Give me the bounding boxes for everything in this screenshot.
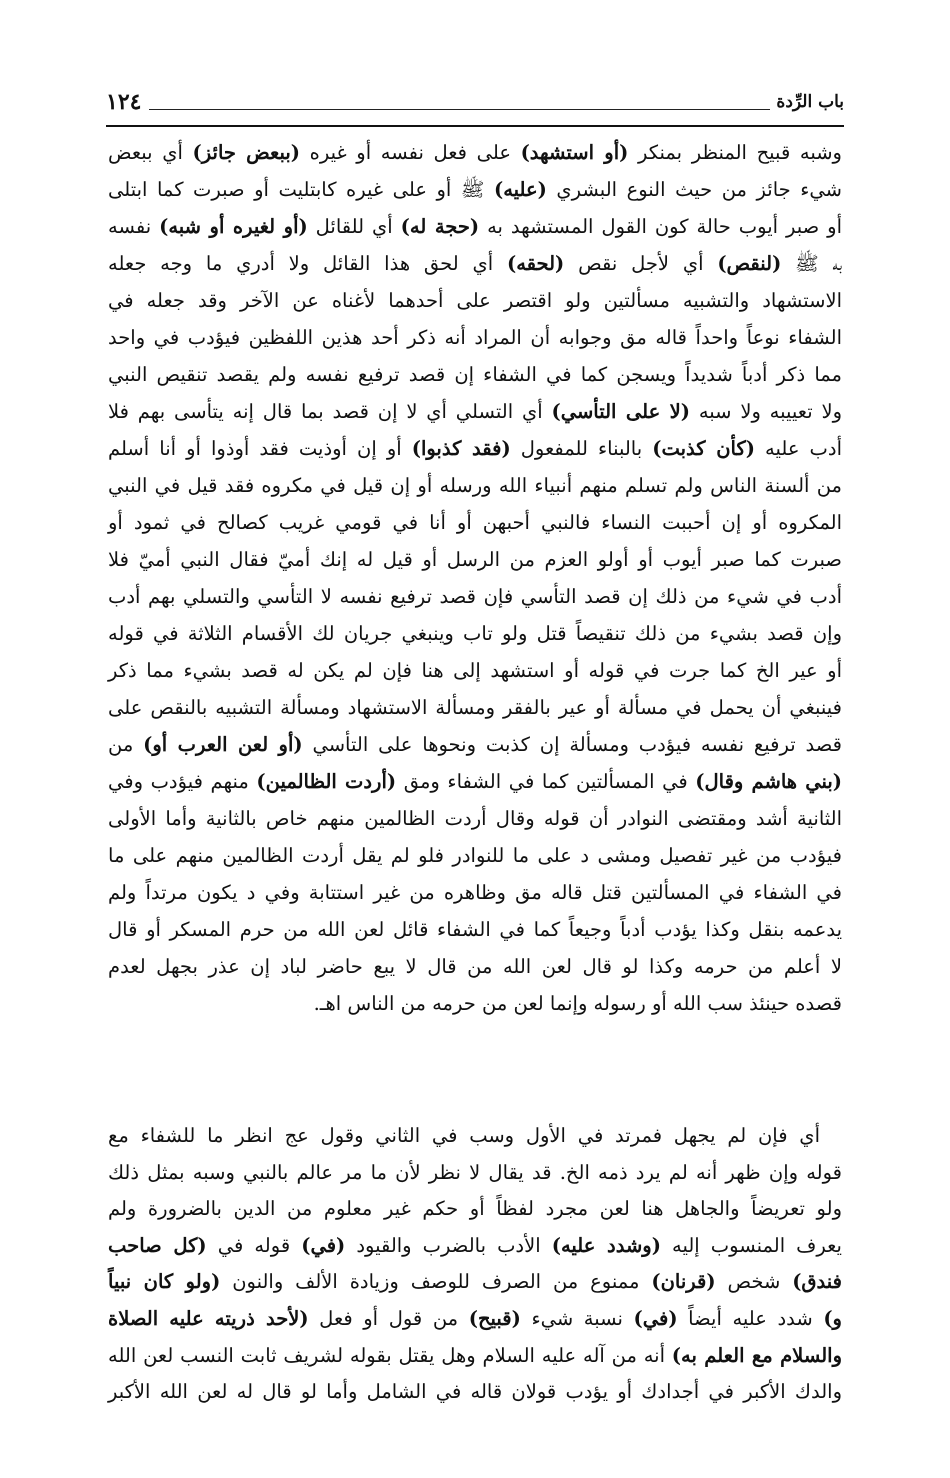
bold-matn-text: (قبيح) <box>468 1306 521 1330</box>
chapter-title: باب الرِّدة <box>776 92 844 112</box>
text-line <box>108 504 842 541</box>
commentary-text: قصده حينئذ سب الله أو رسوله وإنما لعن من حرمه من الناس اهـ. <box>313 992 842 1015</box>
text-line <box>108 134 842 171</box>
commentary-text: نسبة شيء <box>520 1306 634 1330</box>
bold-matn-text: (أو لعن العرب أو) <box>143 733 303 756</box>
commentary-text: قصد ترفيع نفسه فيؤدب ومسألة إن كذبت ونحوها على التأسي <box>302 733 842 756</box>
commentary-text: أي ببعض <box>108 141 193 164</box>
commentary-text: أي التسلي أي لا إن قصد بما قال إنه يتأسى بهم فلا <box>108 400 552 423</box>
text-line <box>108 393 842 430</box>
bold-matn-text: (أردت الظالمين) <box>256 770 397 793</box>
commentary-text: فيؤدب من غير تفصيل ومشى د على ما للنوادر فلو لم يقل أردت الظالمين منهم على ما <box>108 844 842 867</box>
paragraph-2 <box>108 1118 842 1411</box>
commentary-text: صبرت كما صبر أيوب أو أولو العزم من الرسل أو قيل له إنك أميّ فقال النبي أميّ فلا <box>108 548 842 571</box>
commentary-text: مما ذكر أدباً شديداً ويسجن كما في الشفاء إن قصد ترفيع نفسه ولم يقصد تنقيص النبي <box>108 363 842 386</box>
bold-matn-text: (في) <box>633 1306 678 1330</box>
commentary-text: أدب عليه <box>754 437 842 460</box>
text-line <box>108 689 842 726</box>
bold-matn-text: (عليه) <box>493 178 547 201</box>
bold-matn-text: (فقد كذبوا) <box>411 437 511 460</box>
bold-matn-text: (لحقه) <box>506 252 565 275</box>
commentary-text: أو عير الخ كما جرت في قوله أو استشهد إلى هنا فإن لم يكن له قصد بشيء مما ذكر <box>108 659 842 682</box>
commentary-text: والدك الأكبر في أجدادك أو يؤدب قولان قاله في الشامل وأما لو قال له لعن الله الأكبر <box>108 1380 842 1404</box>
bold-matn-text: (ببعض جائز) <box>192 141 300 164</box>
text-line <box>108 1228 842 1265</box>
commentary-text: بالبناء للمفعول <box>510 437 653 460</box>
text-line <box>108 985 842 1022</box>
commentary-text: قوله في <box>206 1233 302 1257</box>
commentary-text: الثانية أشد ومقتضى النوادر أن قوله وقال أردت الظالمين منهم خاص بالثانية وأما الأولى <box>108 807 842 830</box>
text-line <box>108 1118 842 1155</box>
commentary-text: وشبه قبيح المنظر بمنكر <box>628 141 842 164</box>
page-number: ١٢٤ <box>106 89 142 115</box>
text-line <box>108 541 842 578</box>
bold-matn-text: (بني هاشم وقال) <box>695 770 843 793</box>
text-line <box>108 837 842 874</box>
commentary-text: أو إن أوذيت فقد أوذوا أو أنا أسلم <box>108 437 412 460</box>
commentary-text: قوله وإن ظهر أنه لم يرد ذمه الخ. قد يقال لا نظر لأن ما مر عالم بالنبي وسبه بمثل ذلك <box>108 1160 842 1184</box>
text-line <box>108 467 842 504</box>
bold-matn-text: فندق) <box>792 1270 842 1294</box>
text-line <box>108 356 842 393</box>
commentary-text: شيء جائز من حيث النوع البشري <box>546 178 843 201</box>
bold-matn-text: (أو لغيره أو شبه) <box>159 215 308 238</box>
text-line <box>108 874 842 911</box>
bold-matn-text: (وشدد عليه) <box>551 1233 661 1257</box>
text-line <box>108 911 842 948</box>
paragraph-1 <box>108 134 842 1022</box>
text-line <box>108 615 842 652</box>
text-line <box>108 430 842 467</box>
commentary-text: شدد عليه أيضاً <box>677 1306 824 1330</box>
bold-matn-text: (في) <box>301 1233 346 1257</box>
commentary-text: به ﷺ <box>781 252 842 275</box>
bold-matn-text: (حجة له) <box>400 215 480 238</box>
commentary-text: في المسألتين كما في الشفاء ومق <box>396 770 696 793</box>
commentary-text: أو صبر أيوب حالة كون القول المستشهد به <box>479 215 842 238</box>
commentary-text: يعرف المنسوب إليه <box>660 1233 842 1257</box>
commentary-text: ﷺ أو على غيره كابتليت أو صبرت كما ابتلى <box>108 178 494 201</box>
commentary-text: وإن قصد بشيء من ذلك تنقيصاً قتل ولو تاب وينبغي جريان لك الأقسام الثلاثة في قوله <box>108 622 842 645</box>
header-rule <box>106 125 844 127</box>
commentary-text: ممنوع من الصرف للوصف وزيادة الألف والنون <box>220 1270 652 1294</box>
text-line <box>108 1338 842 1375</box>
commentary-text: أنه من آله عليه السلام وهل يقتل بقوله لشريف ثابت النسب لعن الله <box>108 1343 672 1367</box>
text-line <box>108 282 842 319</box>
text-line <box>108 1155 842 1192</box>
commentary-text: المكروه أو إن أحببت النساء فالنبي أحبهن أو أنا في قومي غريب كصالح في ثمود أو <box>108 511 842 534</box>
text-line <box>108 800 842 837</box>
commentary-text: الأدب بالضرب والقيود <box>345 1233 552 1257</box>
commentary-text: من <box>108 733 144 756</box>
bold-matn-text: (لأحد ذريته عليه الصلاة <box>108 1306 309 1330</box>
text-line <box>108 652 842 689</box>
text-line <box>108 578 842 615</box>
bold-matn-text: (ولو كان نبياً <box>108 1270 221 1294</box>
commentary-text: من ألسنة الناس ولم تسلم منهم أنبياء الله ورسله أو إن قيل في مكروه فقد قيل في النبي <box>108 474 842 497</box>
bold-matn-text: (لا على التأسي) <box>551 400 690 423</box>
text-line <box>108 1374 842 1411</box>
commentary-text: لا أعلم من حرمه وكذا لو قال لعن الله من قال لا يبع حاضر لباد إن عذر بجهل لعدم <box>108 955 842 978</box>
bold-matn-text: والسلام مع العلم به) <box>671 1343 842 1367</box>
commentary-text: شخص <box>715 1270 793 1294</box>
commentary-text: نفسه <box>108 215 160 238</box>
header-line <box>149 109 770 110</box>
bold-matn-text: (كأن كذبت) <box>652 437 755 460</box>
commentary-text: أدب في شيء من ذلك إن قصد التأسي فإن قصد ترفيع نفسه لا التأسي والتسلي بهم أدب <box>108 585 842 608</box>
bold-matn-text: (لنقص) <box>717 252 782 275</box>
text-line <box>108 948 842 985</box>
bold-matn-text: و) <box>823 1306 842 1330</box>
text-line <box>108 1264 842 1301</box>
text-line <box>108 1301 842 1338</box>
text-line <box>108 208 842 245</box>
commentary-text: أي لأجل نقص <box>564 252 718 275</box>
commentary-text: أي للقائل <box>307 215 401 238</box>
commentary-text: على فعل نفسه أو غيره <box>299 141 521 164</box>
text-line <box>108 319 842 356</box>
bold-matn-text: (قرنان) <box>651 1270 716 1294</box>
running-header <box>106 88 844 116</box>
commentary-text: ولا تعييبه ولا سبه <box>690 400 842 423</box>
text-line <box>108 763 842 800</box>
text-line <box>108 245 842 282</box>
commentary-text: فينبغي أن يحمل في مسألة أو عير بالفقر ومسألة الاستشهاد ومسألة التشبيه بالنقص على <box>108 696 842 719</box>
commentary-text: في الشفاء في المسألتين قتل قاله مق وظاهره من غير استتابة وفي د يكون مرتداً ولم <box>108 881 842 904</box>
text-line <box>108 726 842 763</box>
commentary-text: يدعمه بنقل وكذا يؤدب أدباً وجيعاً كما في الشفاء قائل لعن الله من حرم المسكر أو قال <box>108 918 842 941</box>
bold-matn-text: (أو استشهد) <box>520 141 629 164</box>
text-line <box>108 1191 842 1228</box>
commentary-text: أي فإن لم يجهل فمرتد في الأول وسب في الثاني وقول عج انظر ما للشفاء مع <box>108 1124 820 1147</box>
bold-matn-text: (كل صاحب <box>108 1233 207 1257</box>
text-line <box>108 171 842 208</box>
commentary-text: أي لحق هذا القائل ولا أدري ما وجه جعله <box>108 252 507 275</box>
commentary-text: الاستشهاد والتشبيه مسألتين ولو اقتصر على أحدهما لأغناه عن الآخر وقد جعله في <box>108 289 842 312</box>
commentary-text: الشفاء نوعاً واحداً قاله مق وجوابه أن المراد أنه ذكر أحد هذين اللفظين فيؤدب في واحد <box>108 326 842 349</box>
commentary-text: منهم فيؤدب وفي <box>108 770 257 793</box>
commentary-text: ولو تعريضاً والجاهل هنا لعن مجرد لفظاً أو حكم غير معلوم من الدين بالضرورة ولم <box>108 1197 842 1221</box>
commentary-text: من قول أو فعل <box>308 1306 469 1330</box>
